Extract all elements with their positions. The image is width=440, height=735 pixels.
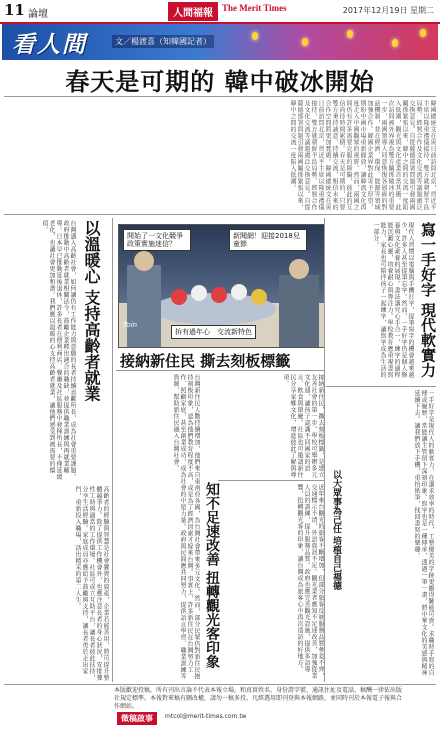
divider [324,218,325,682]
divider [4,214,436,215]
contribution-label: 徵稿啟事 [117,712,157,725]
divider [112,218,113,682]
page-number: 11 [4,1,25,19]
left-headline: 以溫暖心 支持高齡者就業 [82,220,101,402]
divider [116,370,324,371]
divider [4,96,436,97]
headline-4: 以大眾事為己任 培植自己福德 [331,470,341,591]
main-headline: 春天是可期的 韓中破冰開始 [65,67,375,96]
right-article-body-2: 一手好字是現代人的軟實力，在講求效率的時代，工整優美的字跡更顯得難能可貴。求職時手寫的自傳或履歷，常能讓主管留下深刻印象。寫字也是一種傳承，透過一筆一畫，將中華文化的美感與精神延續下去。讓我們放下手機，重拾紙筆，找回書寫的樂趣。 [413,390,434,676]
speech-bubble-right: 新聞網！迎接2018兒童節 [229,229,307,251]
left-article-body-2: 高齡者的經驗與智慧是社會寶貴的資產，企業若能善用，將可提升整體競爭力。除了提供工作機會外，也應注意長者的身心狀況，安排彈性工時與適當的工作環境。社區可成立互助平台，讓長者彼此扶持，分享生活經驗。家庭成員亦應給予鼓勵與支持，讓長者勇於走出家門，重新投入職場，活出精采的第二人生。 [74,486,109,681]
cartoon-caption: 拚有過年心 交流新特色 [171,325,256,339]
newspaper-logo: 人間福報 [168,2,218,21]
cartoonist-signature: Toin [123,321,138,329]
article-body-top: 韓國總統文在寅日前訪問北京，習近平主席以隆重禮儀接待，雙方就朝鮮半島局勢、經貿合作及文化交流等議題廣泛交換意見。自從薩德部署問題引發兩國關係緊張以來，韓中之間的交流一度陷入低潮，觀光與文化產業首當其衝。此次訪問被外界視為雙方關係破冰的重要一步，兩國領導人同意恢復各層級的對話機制，並在經濟、環保、能源等領域加強合作。韓國企業界對此寄予厚望，期盼中國市場重新開放，讓韓流文化再度走入中國觀眾的視野。然而，兩國之間仍有許多需要克服的障礙，彼此的互信尚待時間累積。春天是可期的，只要雙方秉持誠意，持續交流，相信未來的合作空間將更加寬廣。韓國總統文在寅日前訪問北京，習近平主席以隆重禮儀接待，雙方就朝鮮半島局勢、經貿合作及文化交流等議題廣泛交換意見。自從薩德部署問題引發兩國關係緊張以來，韓中之間的交流一度陷入低潮。 [289,100,436,211]
newspaper-name-en: The Merit Times [222,3,287,13]
divider [326,386,436,387]
submission-notice: 本版歡迎投稿，所有刊出言論不代表本報立場，和真實姓名、身份證字號、通訊住址及電話，稿酬一律依出版社規定標準。本報對來稿有刪改權，請勿一稿多投。凡經選用即刊登與本報網路，並同時刊於本報電子報與合作網站。 [114,687,403,710]
lantern-icon [392,39,398,47]
divider [4,684,436,685]
center-article-body-2: 接納新住民，撕去刻板標籤，是建立友善社會的第一步。學校可舉辦多元文化週，讓孩子認識不同國家的語言、飲食與節慶。社區也可邀請新住民分享家鄉文化，增進彼此了解與尊重。 [282,374,324,478]
byline: 文／楊渡喜（知韓國記者） [112,35,214,48]
column-logo: 看人間 [12,31,87,58]
right-article-body: 現代人習慣以電腦與手機打字，提筆寫字的機會越來越少，許多人甚至提筆忘字。然而，一手好字仍是個人修養與文化素養的展現。書法講究心手合一，練字的過程能沉澱心靈，培養耐心與專注力。學校教育應重視書寫能力，家長也可陪伴孩子一起練字，讓寫字成為生活的一部分。 [372,222,414,378]
headline-5: 知不足速改善 扭轉觀光客印象 [204,482,220,669]
lantern-icon [347,30,353,38]
lantern-icon [302,38,308,46]
editorial-cartoon [118,224,325,348]
left-article-body: 台灣邁入高齡社會，如何讓仍有工作能力與意願的長者持續貢獻所長，成為社會重要課題。政府推動中高齡者就業相關法令，鼓勵企業釋出適合的職缺，並提供職業訓練與再就業輔導。日本早已推動延後退休，許多長者在便利商店、餐廳及社區服務中發揮所長，不僅延緩老化，也讓社會更加和諧。我們應以溫暖的心支持高齡者就業，讓他們感受到被需要的價值。 [41,220,76,480]
lantern-icon [252,32,258,40]
speech-bubble-left: 開始了一文化競爭政策實施迷信？ [123,229,191,251]
right-headline: 寫一手好字 現代軟實力 [419,222,437,378]
issue-date: 2017年12月19日 星期二 [342,6,434,15]
contact-email[interactable]: mtcol@merit-times.com.tw [165,713,247,720]
section-name: 論壇 [28,9,48,20]
divider [218,480,324,481]
lantern-icon [420,29,426,37]
headline-5-body: 近年來台觀光的旅客不斷增加，但部分旅客反映服務品質參差不齊，交通標示不清，外語資訊不足。觀光業者應知不足速改善，加強從業人員的訓練，提升服務品質。政府也應完善觀光設施，提供多語導覽，扭轉觀光客的印象，讓台灣成為旅客心中再次造訪的好地方。 [296,484,324,679]
center-article-body: 台灣新住民人數持續增加，他們來自東南亞各國，為台灣社會帶來多元文化。然而，部分民眾仍對新住民抱持刻板印象，認為他們教育程度不高，或是為了經濟因素才嫁來台灣。事實上，許多新住民在台灣努力工作、照顧家庭，甚至創業成功，成為社會的中堅力量。政府與民間應共同努力，提供語言學習、職業訓練等資源，幫助新住民融入台灣社會。 [172,374,200,680]
center-headline: 接納新住民 撕去刻板標籤 [120,352,291,370]
column-banner [2,24,438,60]
